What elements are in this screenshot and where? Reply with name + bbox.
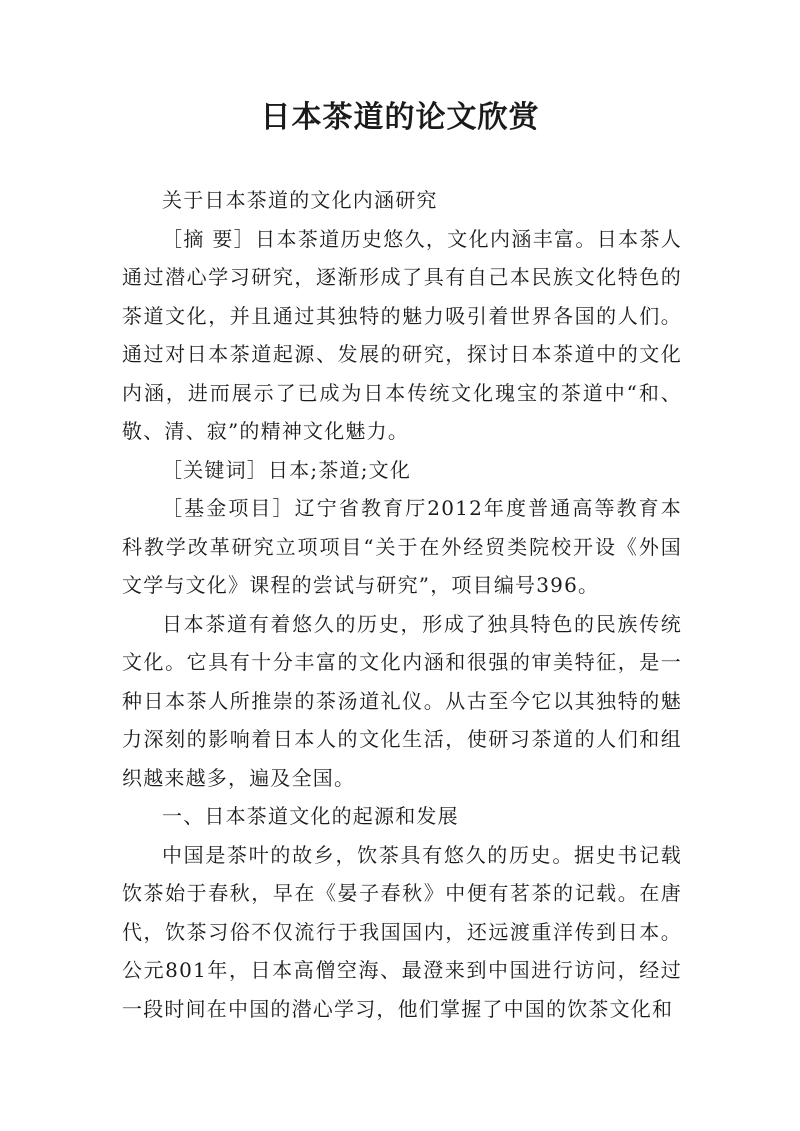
section-subtitle: 关于日本茶道的文化内涵研究 (162, 188, 438, 212)
intro-paragraph: 日本茶道有着悠久的历史，形成了独具特色的民族传统文化。它具有十分丰富的文化内涵和很强的审美特征，是一种日本茶人所推崇的茶汤道礼仪。从古至今它以其独特的魅力深刻的影响着日本人的文化生活，使研习茶道的人们和组织越来越多，遍及全国。 (122, 611, 682, 790)
funding-paragraph: ［基金项目］辽宁省教育厅2012年度普通高等教育本科教学改革研究立项项目“关于在外经贸类院校开设《外国文学与文化》课程的尝试与研究”，项目编号396。 (122, 496, 682, 597)
document-title: 日本茶道的论文欣赏 (260, 100, 540, 135)
keywords-paragraph: ［关键词］日本;茶道;文化 (162, 457, 412, 482)
body-paragraph: 中国是茶叶的故乡，饮茶具有悠久的历史。据史书记载饮茶始于春秋，早在《晏子春秋》中便有茗茶的记载。在唐代，饮茶习俗不仅流行于我国国内，还远渡重洋传到日本。公元801年，日本高僧空海、最澄来到中国进行访问，经过一段时间在中国的潜心学习，他们掌握了中国的饮茶文化和 (122, 842, 682, 1021)
abstract-paragraph: ［摘 要］日本茶道历史悠久，文化内涵丰富。日本茶人通过潜心学习研究，逐渐形成了具有自己本民族文化特色的茶道文化，并且通过其独特的魅力吸引着世界各国的人们。通过对日本茶道起源、发展的研究，探讨日本茶道中的文化内涵，进而展示了已成为日本传统文化瑰宝的茶道中“和、敬、清、寂”的精神文化魅力。 (122, 226, 682, 443)
section-heading: 一、日本茶道文化的起源和发展 (162, 804, 459, 828)
document-body (122, 181, 682, 1028)
